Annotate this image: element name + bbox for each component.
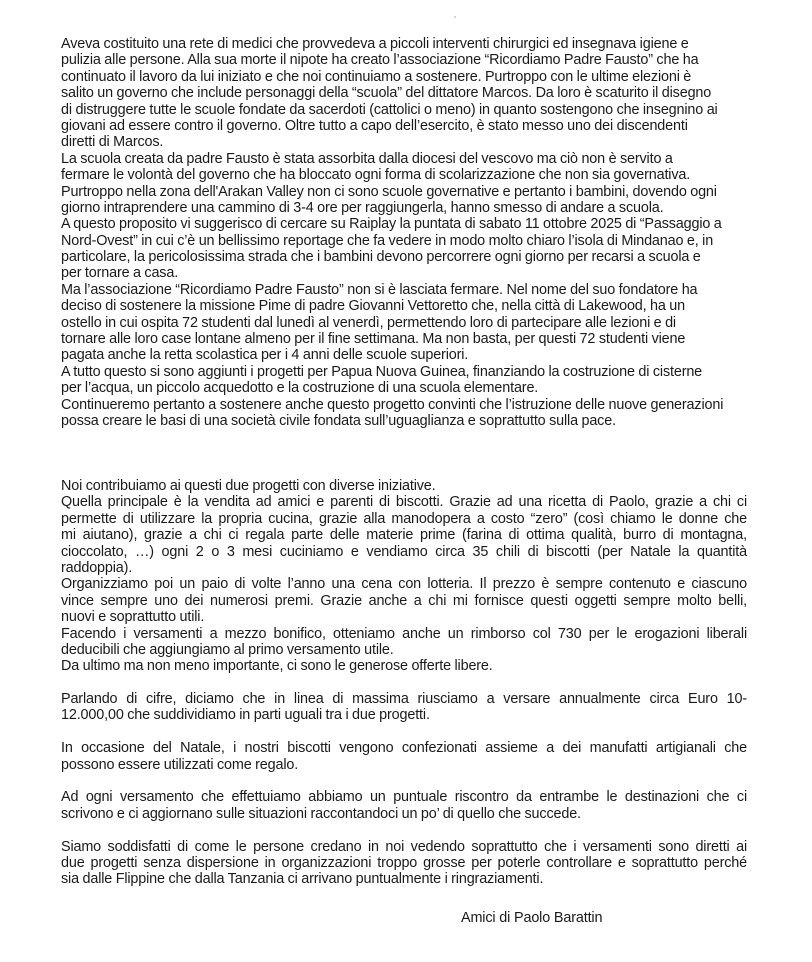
text-line: diretti di Marcos. xyxy=(61,134,164,151)
text-line: Ma l’associazione “Ricordiamo Padre Fausto” non si è lasciata fermare. Nel nome del suo fondatore ha xyxy=(61,281,698,298)
text-line: particolare, la pericolosissima strada che i bambini devono percorrere ogni giorno per recarsi a scuola e xyxy=(61,249,701,266)
text-line: Facendo i versamenti a mezzo bonifico, otteniamo anche un rimborso col 730 per le erogazioni liberali xyxy=(61,625,747,642)
text-line: Aveva costituito una rete di medici che provvedeva a piccoli interventi chirurgici ed insegnava igiene e xyxy=(61,36,689,52)
paragraph-initiatives-intro xyxy=(61,478,747,494)
text-line: La scuola creata da padre Fausto è stata assorbita dalla diocesi del vescovo ma ciò non è servito a xyxy=(61,150,673,167)
text-line: Siamo soddisfatti di come le persone credano in noi vedendo soprattutto che i versamenti sono diretti ai xyxy=(61,838,747,855)
text-line: giorno intraprendere una cammino di 3-4 ore per raggiungerla, hanno smesso di andare a scuola. xyxy=(61,199,664,216)
text-line: raddoppia). xyxy=(61,559,133,576)
text-line: A questo proposito vi suggerisco di cercare su Raiplay la puntata di sabato 11 ottobre 2025 di “Passaggio a xyxy=(61,216,722,233)
text-line: A tutto questo si sono aggiunti i progetti per Papua Nuova Guinea, finanziando la costruzione di cisterne xyxy=(61,363,703,380)
blank-line xyxy=(61,675,747,691)
paragraph-school-absorbed xyxy=(61,151,761,217)
text-line: nuovi e soprattutto utili. xyxy=(61,609,205,626)
blank-line xyxy=(61,724,747,740)
text-line: pagata anche la retta scolastica per i 4 anni delle scuole superiori. xyxy=(61,347,469,364)
text-line: permette di utilizzare la propria cucina, grazie alla manodopera a costo “zero” (così chiamo le donne che xyxy=(61,510,747,527)
text-line: Continueremo pertanto a sostenere anche questo progetto convinti che l’istruzione delle nuove generazioni xyxy=(61,396,724,413)
text-line: Organizziamo poi un paio di volte l’anno una cena con lotteria. Il prezzo è sempre contenuto e ciascuno xyxy=(61,576,747,593)
paragraph-feedback xyxy=(61,789,747,822)
paragraph-bank-transfer xyxy=(61,626,747,659)
text-line: Noi contribuiamo ai questi due progetti con diverse iniziative. xyxy=(61,478,436,494)
text-line: di distruggere tutte le scuole fondate da sacerdoti (cattolici o meno) in quanto sostengono che insegnino ai xyxy=(61,101,718,118)
text-line: salito un governo che include personaggi della “scuola” del dittatore Marcos. Da loro è scaturito il disegno xyxy=(61,85,712,102)
text-line: Quella principale è la vendita ad amici e parenti di biscotti. Grazie ad una ricetta di Paolo, grazie a chi ci xyxy=(61,494,747,511)
text-line: tornare alle loro case lontane almeno per il fine settimana. Ma non basta, per questi 72 studenti viene xyxy=(61,331,686,348)
text-line: In occasione del Natale, i nostri biscotti vengono confezionati assieme a dei manufatti artigianali che xyxy=(61,740,747,757)
paragraph-biscuit-sales xyxy=(61,494,747,576)
text-line: per tornare a casa. xyxy=(61,265,179,282)
text-line: due progetti senza dispersione in organizzazioni troppo grosse per poterle controllare e soprattutto perché xyxy=(61,854,747,871)
text-line: giovani ad essere contro il governo. Oltre tutto a capo dell’esercito, è stato messo uno dei discendenti xyxy=(61,117,688,134)
projects-narrative xyxy=(61,36,761,429)
text-line: sia dalle Flippine che dalla Tanzania ci arrivano puntualmente i ringraziamenti. xyxy=(61,871,544,888)
text-line: ostello in cui ospita 72 studenti dal lunedì al venerdì, permettendo loro di partecipare alle lezioni e di xyxy=(61,314,676,331)
blank-line xyxy=(61,773,747,789)
paragraph-christmas xyxy=(61,740,747,773)
text-line: Purtroppo nella zona dell'Arakan Valley non ci sono scuole governative e pertanto i bambini, dovendo ogni xyxy=(61,183,717,200)
paragraph-continue-support xyxy=(61,397,761,430)
text-line: scrivono e ci aggiornano sulle situazioni raccontandoci un po’ di quello che succede. xyxy=(61,805,581,822)
signature: Amici di Paolo Barattin xyxy=(461,910,603,926)
text-line: cioccolato, …) ogni 2 o 3 mesi cuciniamo e vendiamo circa 35 chili di biscotti (per Natale la quantità xyxy=(61,543,747,560)
paragraph-figures xyxy=(61,691,747,724)
text-line: Parlando di cifre, diciamo che in linea di massima riusciamo a versare annualmente circa Euro 10- xyxy=(61,691,747,708)
text-line: Nord-Ovest” in cui c’è un bellissimo reportage che fa vedere in modo molto chiaro l’isola di Mindanao e, in xyxy=(61,232,714,249)
text-line: per l’acqua, un piccolo acquedotto e la costruzione di una scuola elementare. xyxy=(61,380,539,397)
paragraph-free-offers xyxy=(61,658,747,674)
text-line: Ad ogni versamento che effettuiamo abbiamo un puntuale riscontro da entrambe le destinazioni che ci xyxy=(61,789,747,806)
text-line: vince sempre uno dei numerosi premi. Grazie anche a chi mi fornisce questi oggetti sempre molto belli, xyxy=(61,592,747,609)
blank-line xyxy=(61,822,747,838)
text-line: fermare le volontà del governo che ha bloccato ogni forma di scolarizzazione che non sia governativa. xyxy=(61,167,691,184)
text-line: pulizia alle persone. Alla sua morte il nipote ha creato l’associazione “Ricordiamo Padre Fausto” che ha xyxy=(61,52,699,69)
paragraph-raiplay-suggestion xyxy=(61,216,761,282)
text-line: possa creare le basi di una società civile fondata sull’uguaglianza e soprattutto sulla pace. xyxy=(61,412,616,429)
initiatives-body xyxy=(61,478,747,888)
paragraph-closing xyxy=(61,839,747,888)
text-line: mi aiutano), grazie a chi ci regala parte delle materie prime (farina di ottima qualità, burro di montagna, xyxy=(61,527,747,544)
paragraph-medical-network xyxy=(61,36,761,151)
text-line: possono essere utilizzati come regalo. xyxy=(61,756,299,773)
scan-speck xyxy=(454,16,456,18)
paragraph-pime-mission xyxy=(61,282,761,364)
text-line: Da ultimo ma non meno importante, ci sono le generose offerte libere. xyxy=(61,658,493,675)
paragraph-papua-projects xyxy=(61,364,761,397)
text-line: continuato il lavoro da lui iniziato e che noi continuiamo a sostenere. Purtroppo con le ultime elezioni è xyxy=(61,68,692,85)
text-line: deducibili che aggiungiamo al primo versamento utile. xyxy=(61,641,394,658)
paragraph-lottery-dinner xyxy=(61,576,747,625)
text-line: deciso di sostenere la missione Pime di padre Giovanni Vettoretto che, nella città di Lakewood, ha un xyxy=(61,298,686,315)
text-line: 12.000,00 che suddividiamo in parti uguali tra i due progetti. xyxy=(61,707,430,724)
